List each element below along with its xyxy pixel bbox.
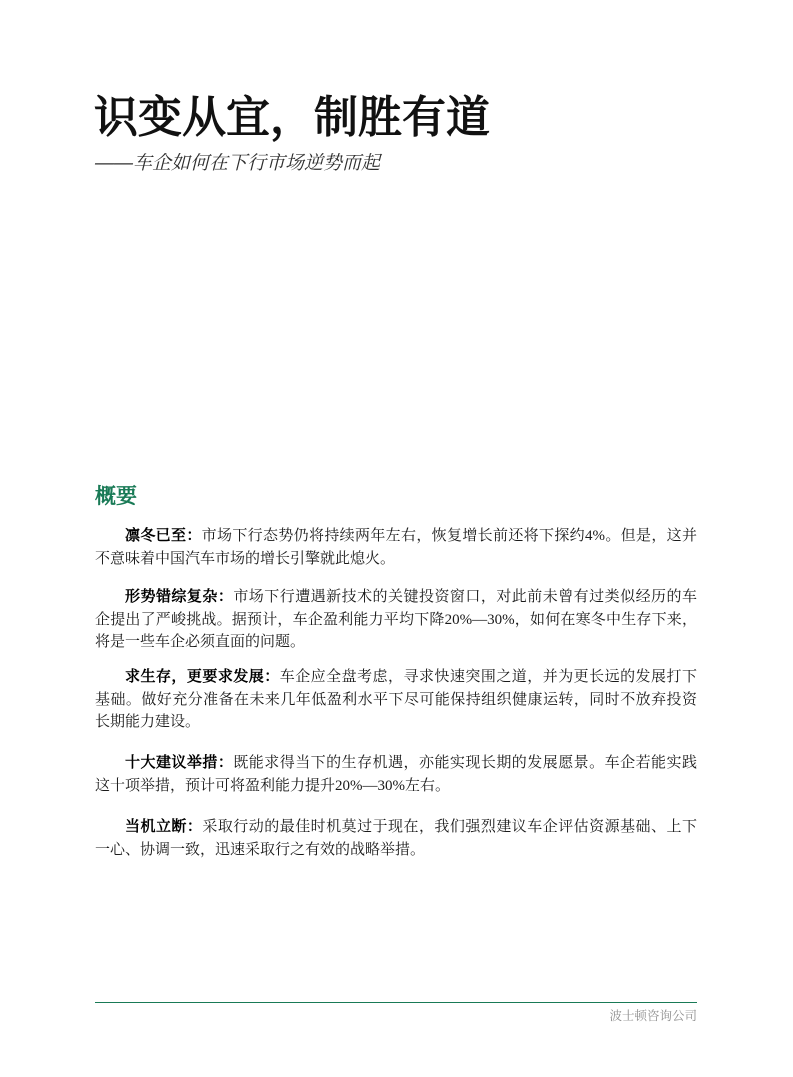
paragraph-line [95, 525, 697, 548]
paragraph-line [95, 586, 697, 609]
paragraph-text: 采取行动的最佳时机莫过于现在，我们强烈建议车企评估资源基础、上下 [202, 819, 697, 835]
paragraph-line: 将是一些车企必须直面的问题。 [95, 634, 306, 650]
paragraph-line: 长期能力建设。 [95, 714, 201, 730]
paragraph-lead: 求生存，更要求发展： [125, 669, 280, 685]
page-subtitle: ——车企如何在下行市场逆势而起 [95, 153, 381, 174]
section-heading-summary: 概要 [95, 484, 137, 508]
paragraph-lead: 当机立断： [125, 819, 203, 835]
paragraph-lead: 十大建议举措： [125, 755, 234, 771]
paragraph-line: 不意味着中国汽车市场的增长引擎就此熄火。 [95, 550, 396, 567]
paragraph-text: 市场下行态势仍将持续两年左右，恢复增长前还将下探约4%。但是，这并 [201, 528, 697, 544]
summary-paragraph [95, 525, 697, 570]
paragraph-line [95, 752, 697, 775]
paragraph-lead: 形势错综复杂： [125, 589, 234, 605]
paragraph-line [95, 816, 697, 839]
paragraph-line: 这十项举措，预计可将盈利能力提升20%—30%左右。 [95, 777, 450, 794]
summary-paragraph [95, 586, 697, 654]
paragraph-text: 车企应全盘考虑，寻求快速突围之道，并为更长远的发展打下 [279, 669, 697, 685]
paragraph-line: 企提出了严峻挑战。据预计，车企盈利能力平均下降20%—30%，如何在寒冬中生存下来， [95, 611, 697, 628]
page-title: 识变从宜，制胜有道 [94, 93, 490, 142]
paragraph-text: 既能求得当下的生存机遇，亦能实现长期的发展愿景。车企若能实践 [233, 755, 697, 771]
footer-brand: 波士顿咨询公司 [609, 1009, 697, 1023]
summary-paragraph [95, 816, 697, 861]
summary-paragraph [95, 666, 697, 734]
paragraph-line: 基础。做好充分准备在未来几年低盈利水平下尽可能保持组织健康运转，同时不放弃投资 [95, 691, 697, 708]
paragraph-lead: 凛冬已至： [125, 528, 202, 544]
paragraph-line: 一心、协调一致，迅速采取行之有效的战略举措。 [95, 841, 426, 858]
footer-divider [95, 1002, 697, 1003]
summary-paragraph [95, 752, 697, 797]
paragraph-line [95, 666, 697, 689]
paragraph-text: 市场下行遭遇新技术的关键投资窗口，对此前未曾有过类似经历的车 [233, 589, 697, 605]
